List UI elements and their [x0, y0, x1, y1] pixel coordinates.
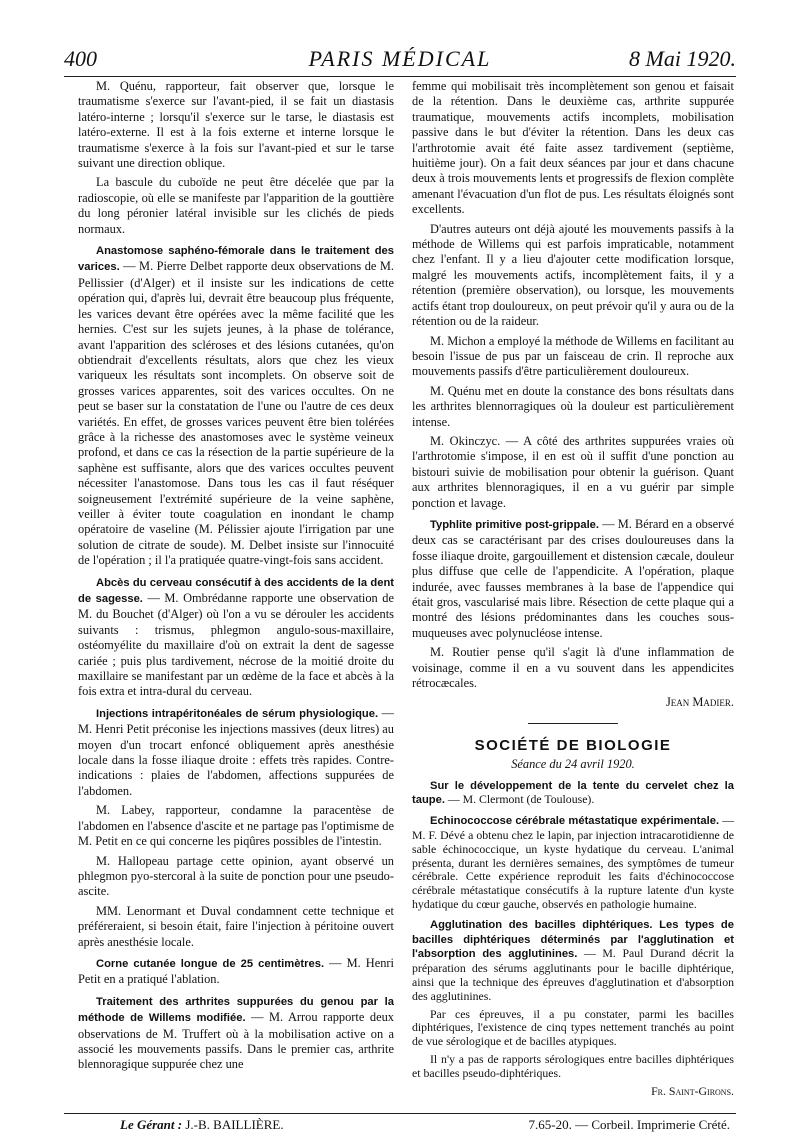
section-arthrites — [78, 994, 394, 1073]
section-text: — M. Bérard en a observé deux cas se caractérisant par des crises douloureuses dans la fosse iliaque droite, gargouillement et distension cæcale, douleur plus diffuse que celle de l'appendicite. A l'opération, plaque indurée, avec fausses membranes à la base de l'appendice qui était gros, vascularisé mais libre. Résection de cette plaque qui a montré des lésions prédominantes dans les couches sous-muqueuses avec polynucléose intense. — [412, 516, 734, 640]
issue-date: 8 Mai 1920. — [629, 46, 736, 71]
header-rule — [64, 76, 736, 77]
section-text: — M. F. Dévé a obtenu chez le lapin, par injection intracarotidienne de sable échinococcique, un kyste hydatique du cerveau. L'animal présenta, durant les dernières semaines, des symptômes de tumeur cérébrale. Cette expérience reproduit les faits d'échinococcose cérébrale métastatique consécutifs à la rupture latente d'un kyste hydatique du cœur gauche, observés en pathologie humaine. — [412, 813, 735, 912]
section-text: — M. Paul Durand décrit la préparation des sérums agglutinants pour le bacille diphtérique, ainsi que la technique des épreuves d'agglutination et d'absorption des agglutinines. — [412, 946, 735, 1003]
section-heading: Traitement des arthrites suppurées du genou par la méthode de Willems modifiée. — [78, 995, 394, 1025]
page-number: 400 — [64, 46, 97, 71]
left-column — [78, 79, 394, 1077]
signature: Jean Madier. — [665, 695, 734, 710]
paragraph: M. Quénu met en doute la constance des bons résultats dans les arthrites blennorragiques où la douleur est particulièrement intense. — [412, 383, 734, 429]
gerant — [120, 1117, 284, 1133]
paragraph: Il n'y a pas de rapports sérologiques entre bacilles diphtériques et bacilles pseudo-diphtériques. — [412, 1052, 734, 1080]
section-anastomose — [78, 243, 394, 569]
paragraph: M. Hallopeau partage cette opinion, ayant observé un phlegmon pyo-stercoral à la suite de ponction pour une pseudo-ascite. — [78, 853, 394, 899]
paragraph: Par ces épreuves, il a pu constater, parmi les bacilles diphtériques, l'existence de cinq types nettement tranchés au point de vue sérologique et de bacilles atypiques. — [412, 1006, 734, 1049]
session-date: Séance du 24 avril 1920. — [511, 757, 635, 772]
section-heading: Echinococcose cérébrale métastatique expérimentale. — [430, 815, 720, 828]
paragraph: M. Quénu, rapporteur, fait observer que, lorsque le traumatisme s'exerce sur l'avant-pied, il se fait un diastasis latéro-interne ; lorsqu'il s'exerce sur le tarse, le diastasis est latéro-externe. Il est à la fois externe et interne lorsque le traumatisme s'exerce à la fois sur l'avant-pied et sur le tarse suivant une direction oblique. — [78, 79, 394, 171]
paragraph: M. Okinczyc. — A côté des arthrites suppurées vraies où l'arthrotomie s'impose, il en est où il suffit d'une ponction au bistouri suivie de mobilisation pour obtenir la guérison. Quant aux arthrites blennoragiques, il en a vu guérir par simple ponction et lavage. — [412, 433, 734, 510]
section-corne — [78, 956, 394, 988]
paragraph: MM. Lenormant et Duval condamnent cette technique et préféreraient, si besoin était, faire l'injection à péritoine ouvert après anesthésie locale. — [78, 903, 394, 949]
footer-rule — [64, 1113, 736, 1114]
section-typhlite — [412, 517, 734, 641]
paragraph: M. Routier pense qu'il s'agit là d'une inflammation de voisinage, comme il en a vu souvent dans les appendicites rétrocæcales. — [412, 645, 734, 691]
section-heading: Corne cutanée longue de 25 centimètres. — [96, 957, 325, 970]
section-heading: Agglutination des bacilles diphtériques. Les types de bacilles diphtériques déterminés par l'agglutination et l'absorption des agglutinines. — [412, 918, 734, 961]
paragraph: D'autres auteurs ont déjà ajouté les mouvements passifs à la méthode de Willems qui est parfois impraticable, notamment chez l'enfant. Il y a lieu d'ajouter cette modification lorsque, malgré les mouvements actifs, incomplètement faits, il y a rétention (première observation), ou lorsque, les mouvements actifs étant trop douloureux, on peut prévoir qu'il y aura ou de la rétention ou de la raideur. — [412, 221, 734, 329]
society-title: SOCIÉTÉ DE BIOLOGIE — [474, 736, 672, 754]
gerant-name: J.-B. BAILLIÈRE. — [185, 1117, 284, 1132]
paragraph: La bascule du cuboïde ne peut être décelée que par la radioscopie, où elle se manifeste par l'apparition de la gouttière du long péronier latéral invisible sur les clichés de pieds normaux. — [78, 175, 394, 236]
section-text: — M. Clermont (de Toulouse). — [444, 792, 595, 807]
section-echinococcose — [412, 814, 734, 912]
section-agglutination — [412, 918, 734, 1004]
section-text: — M. Henri Petit en a pratiqué l'ablation. — [78, 955, 394, 987]
section-injections — [78, 706, 394, 799]
section-text: — M. Ombrédanne rapporte une observation de M. du Bouchet (d'Alger) où l'on a vu se dérouler les accidents suivants : trismus, phlegmon angulo-sous-maxillaire, ostéomyélite du maxillaire d'où on extrait la dent de sagesse cariée ; puis plus tardivement, nécrose de la moitié droite du maxillaire se manifestant par un œdème de la face et abcès à la fois extra et intra-dural du cerveau. — [78, 591, 394, 699]
biologie-reports — [412, 779, 734, 1099]
paragraph: M. Labey, rapporteur, condamne la paracentèse de l'abdomen en l'absence d'ascite et ne partage pas l'optimisme de M. Petit en ce qui concerne les piqûres possibles de l'intestin. — [78, 803, 394, 849]
section-text: — M. Arrou rapporte deux observations de M. Truffert où à la mobilisation active on a associé les mouvements passifs. Dans le premier cas, arthrite blennoragique suppurée chez une — [78, 1010, 394, 1072]
section-tente-cervelet — [412, 779, 734, 809]
signature: Fr. Saint-Girons. — [651, 1083, 734, 1098]
section-divider — [528, 723, 618, 724]
section-heading: Typhlite primitive post-grippale. — [430, 518, 600, 531]
section-heading: Injections intrapéritonéales de sérum physiologique. — [96, 707, 379, 720]
section-abces — [78, 575, 394, 700]
right-column — [412, 79, 734, 1102]
gerant-label: Le Gérant : — [120, 1117, 183, 1132]
page-footer — [120, 1117, 730, 1137]
page-header — [64, 46, 736, 74]
imprint: 7.65-20. — Corbeil. Imprimerie Crété. — [528, 1117, 730, 1132]
paragraph: M. Michon a employé la méthode de Willems en facilitant au besoin l'issue de pus par un faisceau de crin. Il reproche aux mouvements passifs d'être particulièrement douloureux. — [412, 333, 734, 379]
section-heading: Anastomose saphéno-fémorale dans le traitement des varices. — [78, 245, 394, 274]
section-heading: Sur le développement de la tente du cervelet chez la taupe. — [412, 779, 734, 807]
section-heading: Abcès du cerveau consécutif à des accidents de la dent de sagesse. — [78, 576, 394, 605]
section-text: — M. Henri Petit préconise les injections massives (deux litres) au moyen d'un trocart enfoncé obliquement après anesthésie locale dans la fosse iliaque droite : effets très rapides. Contre-indications : plaies de l'abdomen, affections suppurées de l'abdomen. — [78, 705, 394, 798]
section-text: — M. Pierre Delbet rapporte deux observations de M. Pellissier (d'Alger) et il insiste sur les indications de cette opération qui, d'après lui, devrait être beaucoup plus fréquente, les varices devant être opérées avec la même facilité que les hernies. C'est sur les sujets jeunes, à la phase de tolérance, avant l'apparition des scléroses et des lésions cutanées, qu'on obtiendrait d'excellents résultats, alors que chez les vieux variqueux les résultats sont incomplets. On observe soit de grosses varices apparentes, soit des varices occultes. On ne peut se baser sur la constatation de l'une ou l'autre de ces deux variétés. En effet, de grosses varices peuvent être bien tolérées grâce à la richesse des anastomoses avec le système veineux profond, et dans ce cas la résection de la partie supérieure de la saphène est suffisante, alors que des varices occultes peuvent nécessiter l'anastomose. Dans tous les cas il faut réséquer soigneusement l'extrémité supérieure de la veine saphène, veiller à éviter toute coagulation en inondant le champ opératoire de vaseline (M. Pélissier ajoute l'irrigation par une solution de citrate de soude). M. Delbet insiste sur l'innocuité de l'opération ; il l'a pratiquée quatre-vingt-fois sans accident. — [78, 259, 394, 568]
journal-title: PARIS MÉDICAL — [308, 46, 492, 71]
paragraph: femme qui mobilisait très incomplètement son genou et faisait de la rétention. Dans le deuxième cas, arthrite suppurée traumatique, mouvements actifs incomplets, mobilisation passive dans le but d'éviter la rétention. Dans les deux cas l'arthrotomie avait été faite assez tardivement (septième, huitième jour). On a fait deux séances par jour et dans chacune deux à trois mouvements lents et progressifs de flexion complète amenant l'évacuation d'un flot de pus. Les résultats éloignés sont excellents. — [412, 79, 734, 217]
